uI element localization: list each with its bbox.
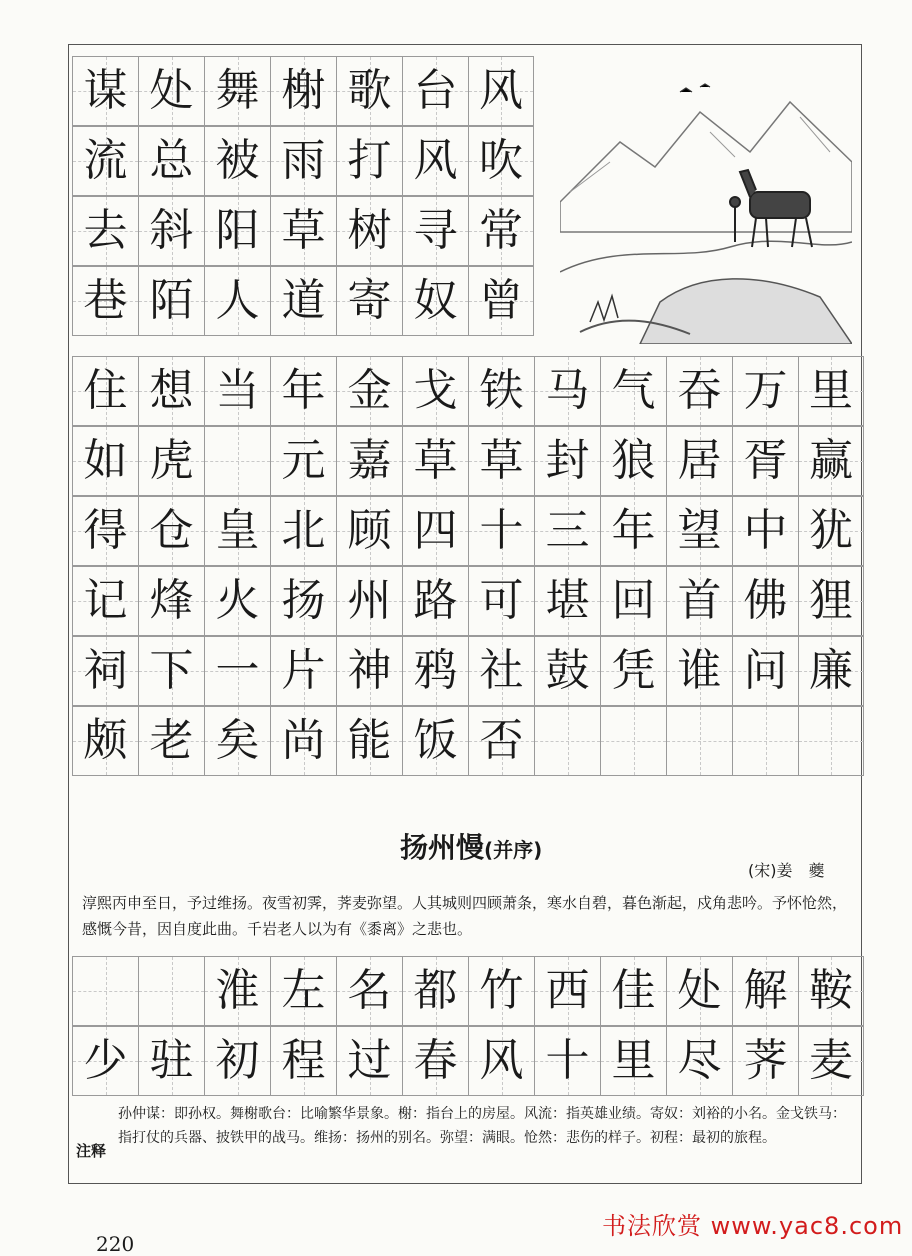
- char-cell: [402, 1026, 468, 1096]
- char-cell: [798, 956, 864, 1026]
- char-glyph: 颇: [83, 715, 128, 766]
- char-cell: [798, 706, 864, 776]
- char-glyph: 四: [413, 505, 458, 556]
- char-cell: [534, 956, 600, 1026]
- char-cell: [468, 266, 534, 336]
- char-cell: [336, 636, 402, 706]
- char-glyph: 皇: [215, 505, 260, 556]
- char-glyph: 草: [281, 205, 326, 256]
- char-glyph: 曾: [479, 275, 523, 326]
- char-glyph: 风: [479, 1035, 524, 1086]
- char-glyph: 廉: [809, 645, 853, 696]
- char-cell: [732, 426, 798, 496]
- char-cell: [138, 266, 204, 336]
- char-cell: [72, 706, 138, 776]
- char-cell: [204, 356, 270, 426]
- char-cell: [402, 566, 468, 636]
- char-glyph: 万: [743, 365, 788, 416]
- char-cell: [336, 706, 402, 776]
- char-cell: [798, 426, 864, 496]
- char-cell: [468, 706, 534, 776]
- char-glyph: 斜: [149, 205, 194, 256]
- char-cell: [666, 496, 732, 566]
- char-cell: [732, 496, 798, 566]
- poem-author: (宋)姜 夔: [748, 861, 825, 880]
- char-glyph: 人: [215, 275, 260, 326]
- char-cell: [798, 496, 864, 566]
- char-cell: [600, 706, 666, 776]
- char-cell: [468, 956, 534, 1026]
- char-cell: [204, 566, 270, 636]
- char-glyph: 片: [281, 645, 326, 696]
- char-cell: [204, 126, 270, 196]
- char-cell: [468, 566, 534, 636]
- char-cell: [270, 356, 336, 426]
- char-glyph: 西: [545, 965, 590, 1016]
- char-cell: [72, 266, 138, 336]
- char-cell: [666, 636, 732, 706]
- char-cell: [732, 356, 798, 426]
- char-cell: [600, 426, 666, 496]
- char-glyph: 想: [149, 365, 194, 416]
- char-cell: [402, 956, 468, 1026]
- char-cell: [600, 496, 666, 566]
- char-glyph: 气: [611, 365, 656, 416]
- poem-grid-full: [72, 356, 864, 776]
- char-glyph: 狼: [611, 435, 656, 486]
- char-cell: [270, 426, 336, 496]
- char-glyph: 鞍: [809, 965, 853, 1016]
- char-glyph: 荠: [743, 1035, 788, 1086]
- char-cell: [270, 706, 336, 776]
- char-cell: [468, 636, 534, 706]
- char-cell: [72, 956, 138, 1026]
- char-glyph: 十: [479, 505, 524, 556]
- char-glyph: 谁: [677, 645, 722, 696]
- poem2-grid: [72, 956, 864, 1096]
- char-cell: [600, 956, 666, 1026]
- char-glyph: 虎: [149, 435, 194, 486]
- char-glyph: 犹: [809, 505, 853, 556]
- char-cell: [138, 126, 204, 196]
- char-cell: [798, 636, 864, 706]
- char-glyph: 回: [611, 575, 656, 626]
- char-cell: [402, 636, 468, 706]
- char-cell: [72, 636, 138, 706]
- char-cell: [204, 706, 270, 776]
- char-glyph: 奴: [413, 275, 458, 326]
- char-glyph: 解: [743, 965, 788, 1016]
- char-glyph: 烽: [149, 575, 194, 626]
- char-glyph: 火: [215, 575, 260, 626]
- char-cell: [204, 266, 270, 336]
- char-cell: [402, 706, 468, 776]
- char-glyph: 阳: [215, 205, 260, 256]
- char-glyph: 处: [677, 965, 722, 1016]
- char-cell: [204, 196, 270, 266]
- char-glyph: 淮: [215, 965, 260, 1016]
- char-glyph: 否: [479, 715, 524, 766]
- char-cell: [270, 956, 336, 1026]
- char-glyph: 草: [479, 435, 524, 486]
- char-cell: [468, 496, 534, 566]
- char-glyph: 尽: [677, 1035, 722, 1086]
- char-cell: [732, 566, 798, 636]
- notes-text: 孙仲谋：即孙权。舞榭歌台：比喻繁华景象。榭：指台上的房屋。风流：指英雄业绩。寄奴：刘裕的小名。金戈铁马：指打仗的兵器、披铁甲的战马。维扬：扬州的别名。弥望：满眼。怆然：悲伤的样子。初程：最初的旅程。: [118, 1106, 846, 1146]
- char-cell: [138, 636, 204, 706]
- char-cell: [468, 126, 534, 196]
- char-cell: [336, 1026, 402, 1096]
- char-glyph: 树: [347, 205, 392, 256]
- char-glyph: 都: [413, 965, 458, 1016]
- char-cell: [798, 356, 864, 426]
- char-cell: [402, 426, 468, 496]
- char-cell: [336, 126, 402, 196]
- char-glyph: 榭: [281, 65, 326, 116]
- char-glyph: 赢: [809, 435, 853, 486]
- char-glyph: 社: [479, 645, 524, 696]
- char-cell: [402, 56, 468, 126]
- poem-subtitle: (并序): [484, 838, 543, 862]
- poem-preface: 淳熙丙申至日，予过维扬。夜雪初霁，荠麦弥望。人其城则四顾萧条，寒水自碧，暮色渐起，戍角悲吟。予怀怆然，感慨今昔，因自度此曲。千岩老人以为有《黍离》之悲也。: [82, 894, 848, 938]
- char-glyph: 问: [743, 645, 788, 696]
- char-glyph: 马: [545, 365, 590, 416]
- char-glyph: 过: [347, 1035, 392, 1086]
- char-cell: [468, 196, 534, 266]
- char-cell: [732, 706, 798, 776]
- char-cell: [138, 566, 204, 636]
- char-glyph: 仓: [149, 505, 194, 556]
- char-cell: [270, 496, 336, 566]
- char-cell: [534, 496, 600, 566]
- char-cell: [72, 56, 138, 126]
- char-glyph: 初: [215, 1035, 260, 1086]
- char-cell: [270, 1026, 336, 1096]
- char-cell: [666, 1026, 732, 1096]
- char-glyph: 驻: [149, 1035, 194, 1086]
- char-glyph: 风: [479, 65, 523, 116]
- char-cell: [336, 356, 402, 426]
- char-glyph: 鸦: [413, 645, 458, 696]
- char-glyph: 去: [83, 205, 128, 256]
- char-glyph: 首: [677, 575, 722, 626]
- char-glyph: 胥: [743, 435, 788, 486]
- char-cell: [402, 496, 468, 566]
- char-glyph: 佳: [611, 965, 656, 1016]
- landscape-illustration: [560, 72, 852, 344]
- char-glyph: 三: [545, 505, 590, 556]
- char-glyph: 记: [83, 575, 128, 626]
- char-cell: [798, 566, 864, 636]
- char-cell: [402, 196, 468, 266]
- char-glyph: 被: [215, 135, 260, 186]
- char-cell: [534, 566, 600, 636]
- char-glyph: 里: [611, 1035, 656, 1086]
- char-glyph: 得: [83, 505, 128, 556]
- char-cell: [72, 126, 138, 196]
- char-glyph: 流: [83, 135, 128, 186]
- char-glyph: 寻: [413, 205, 458, 256]
- char-glyph: 铁: [479, 365, 524, 416]
- char-glyph: 十: [545, 1035, 590, 1086]
- char-glyph: 能: [347, 715, 392, 766]
- char-cell: [468, 56, 534, 126]
- notes-label: 注释: [76, 1142, 107, 1160]
- char-cell: [72, 1026, 138, 1096]
- char-cell: [138, 426, 204, 496]
- char-glyph: 老: [149, 715, 194, 766]
- char-cell: [72, 426, 138, 496]
- poem-grid-top: [72, 56, 534, 336]
- char-glyph: 舞: [215, 65, 260, 116]
- char-glyph: 嘉: [347, 435, 392, 486]
- char-glyph: 州: [347, 575, 392, 626]
- char-cell: [534, 1026, 600, 1096]
- char-cell: [204, 496, 270, 566]
- char-glyph: 年: [281, 365, 326, 416]
- char-cell: [666, 426, 732, 496]
- char-glyph: 堪: [545, 575, 590, 626]
- char-glyph: 一: [215, 645, 260, 696]
- char-cell: [138, 496, 204, 566]
- char-glyph: 元: [281, 435, 326, 486]
- char-glyph: 当: [215, 365, 260, 416]
- char-glyph: 如: [83, 435, 128, 486]
- char-cell: [204, 56, 270, 126]
- char-glyph: 总: [149, 135, 194, 186]
- char-glyph: 望: [677, 505, 722, 556]
- char-glyph: 麦: [809, 1035, 853, 1086]
- char-cell: [138, 196, 204, 266]
- char-cell: [468, 356, 534, 426]
- char-glyph: 陌: [149, 275, 194, 326]
- char-glyph: 草: [413, 435, 458, 486]
- char-glyph: 吹: [479, 135, 523, 186]
- char-glyph: 可: [479, 575, 524, 626]
- char-cell: [204, 956, 270, 1026]
- char-cell: [138, 56, 204, 126]
- char-cell: [204, 426, 270, 496]
- char-cell: [666, 956, 732, 1026]
- char-glyph: 竹: [479, 965, 524, 1016]
- char-glyph: 路: [413, 575, 458, 626]
- char-glyph: 戈: [413, 365, 458, 416]
- char-glyph: 巷: [83, 275, 128, 326]
- char-cell: [270, 566, 336, 636]
- char-cell: [798, 1026, 864, 1096]
- char-glyph: 矣: [215, 715, 260, 766]
- char-cell: [336, 196, 402, 266]
- char-cell: [270, 636, 336, 706]
- char-cell: [138, 706, 204, 776]
- char-glyph: 居: [677, 435, 722, 486]
- char-cell: [468, 1026, 534, 1096]
- char-glyph: 台: [413, 65, 458, 116]
- char-glyph: 常: [479, 205, 523, 256]
- char-glyph: 祠: [83, 645, 128, 696]
- char-cell: [666, 356, 732, 426]
- char-cell: [336, 496, 402, 566]
- char-glyph: 春: [413, 1035, 458, 1086]
- char-cell: [402, 356, 468, 426]
- char-glyph: 扬: [281, 575, 326, 626]
- char-glyph: 少: [83, 1035, 128, 1086]
- char-cell: [732, 636, 798, 706]
- char-cell: [468, 426, 534, 496]
- char-glyph: 吞: [677, 365, 722, 416]
- char-glyph: 顾: [347, 505, 392, 556]
- char-cell: [336, 426, 402, 496]
- char-cell: [204, 636, 270, 706]
- char-glyph: 道: [281, 275, 326, 326]
- page-number: 220: [96, 1232, 135, 1256]
- char-glyph: 处: [149, 65, 194, 116]
- char-glyph: 中: [743, 505, 788, 556]
- char-cell: [336, 956, 402, 1026]
- char-cell: [732, 1026, 798, 1096]
- char-cell: [534, 636, 600, 706]
- char-glyph: 下: [149, 645, 194, 696]
- poem-title: 扬州慢(并序): [400, 831, 543, 864]
- char-glyph: 左: [281, 965, 326, 1016]
- char-glyph: 狸: [809, 575, 853, 626]
- char-cell: [336, 56, 402, 126]
- site-watermark: 书法欣赏 www.yac8.com: [602, 1212, 904, 1240]
- char-cell: [72, 356, 138, 426]
- char-glyph: 里: [809, 365, 853, 416]
- char-cell: [666, 706, 732, 776]
- char-cell: [600, 566, 666, 636]
- char-cell: [138, 1026, 204, 1096]
- char-cell: [270, 56, 336, 126]
- char-cell: [402, 126, 468, 196]
- char-cell: [336, 566, 402, 636]
- char-cell: [534, 356, 600, 426]
- char-cell: [402, 266, 468, 336]
- char-glyph: 金: [347, 365, 392, 416]
- char-glyph: 雨: [281, 135, 326, 186]
- char-cell: [534, 706, 600, 776]
- char-cell: [72, 496, 138, 566]
- char-cell: [72, 566, 138, 636]
- char-cell: [600, 636, 666, 706]
- char-cell: [138, 956, 204, 1026]
- char-glyph: 谋: [83, 65, 128, 116]
- char-cell: [270, 196, 336, 266]
- char-cell: [534, 426, 600, 496]
- char-cell: [72, 196, 138, 266]
- char-cell: [204, 1026, 270, 1096]
- char-glyph: 打: [347, 135, 392, 186]
- char-cell: [666, 566, 732, 636]
- char-cell: [138, 356, 204, 426]
- char-cell: [270, 266, 336, 336]
- char-glyph: 寄: [347, 275, 392, 326]
- char-cell: [270, 126, 336, 196]
- char-glyph: 住: [83, 365, 128, 416]
- char-cell: [600, 1026, 666, 1096]
- char-glyph: 尚: [281, 715, 326, 766]
- char-glyph: 歌: [347, 65, 392, 116]
- char-glyph: 名: [347, 965, 392, 1016]
- char-cell: [336, 266, 402, 336]
- char-glyph: 佛: [743, 575, 788, 626]
- char-glyph: 鼓: [545, 645, 590, 696]
- char-glyph: 饭: [413, 715, 458, 766]
- char-glyph: 程: [281, 1035, 326, 1086]
- char-glyph: 年: [611, 505, 656, 556]
- char-glyph: 神: [347, 645, 392, 696]
- char-cell: [600, 356, 666, 426]
- char-cell: [732, 956, 798, 1026]
- char-glyph: 凭: [611, 645, 656, 696]
- char-glyph: 北: [281, 505, 326, 556]
- char-glyph: 封: [545, 435, 590, 486]
- char-glyph: 风: [413, 135, 458, 186]
